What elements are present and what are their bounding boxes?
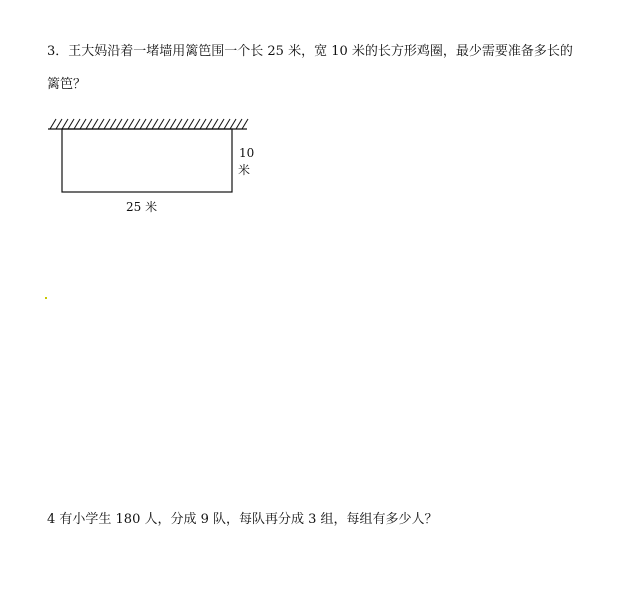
wall-hatch-mark xyxy=(200,119,206,129)
question-3-text-line-1: 3．王大妈沿着一堵墙用篱笆围一个长 25 米，宽 10 米的长方形鸡圈，最少需要准备多长的 xyxy=(47,44,573,59)
wall-hatch-mark xyxy=(170,119,176,129)
wall-hatching xyxy=(50,119,248,129)
wall-hatch-mark xyxy=(152,119,158,129)
wall-hatch-mark xyxy=(80,119,86,129)
wall-hatch-mark xyxy=(164,119,170,129)
wall-hatch-mark xyxy=(98,119,104,129)
wall-hatch-mark xyxy=(224,119,230,129)
wall-hatch-mark xyxy=(104,119,110,129)
wall-hatch-mark xyxy=(68,119,74,129)
wall-hatch-mark xyxy=(158,119,164,129)
wall-hatch-mark xyxy=(218,119,224,129)
wall-hatch-mark xyxy=(86,119,92,129)
wall-hatch-mark xyxy=(212,119,218,129)
wall-hatch-mark xyxy=(122,119,128,129)
wall-hatch-mark xyxy=(236,119,242,129)
wall-hatch-mark xyxy=(128,119,134,129)
wall-hatch-mark xyxy=(92,119,98,129)
wall-hatch-mark xyxy=(188,119,194,129)
pen-rectangle xyxy=(62,129,232,192)
wall-hatch-mark xyxy=(206,119,212,129)
wall-hatch-mark xyxy=(230,119,236,129)
width-unit-label: 米 xyxy=(238,163,251,177)
wall-hatch-mark xyxy=(182,119,188,129)
wall-hatch-mark xyxy=(62,119,68,129)
wall-hatch-mark xyxy=(146,119,152,129)
length-label: 25 米 xyxy=(126,200,158,214)
wall-hatch-mark xyxy=(140,119,146,129)
wall-hatch-mark xyxy=(194,119,200,129)
width-value-label: 10 xyxy=(239,146,255,160)
wall-hatch-mark xyxy=(56,119,62,129)
wall-hatch-mark xyxy=(74,119,80,129)
question-3-text-line-2: 篱笆？ xyxy=(47,77,87,92)
stray-mark xyxy=(45,297,47,299)
wall-hatch-mark xyxy=(110,119,116,129)
wall-hatch-mark xyxy=(50,119,56,129)
question-4-text: 4 有小学生 180 人，分成 9 队，每队再分成 3 组，每组有多少人？ xyxy=(47,512,438,527)
wall-hatch-mark xyxy=(176,119,182,129)
wall-hatch-mark xyxy=(116,119,122,129)
wall-hatch-mark xyxy=(134,119,140,129)
wall-hatch-mark xyxy=(242,119,248,129)
